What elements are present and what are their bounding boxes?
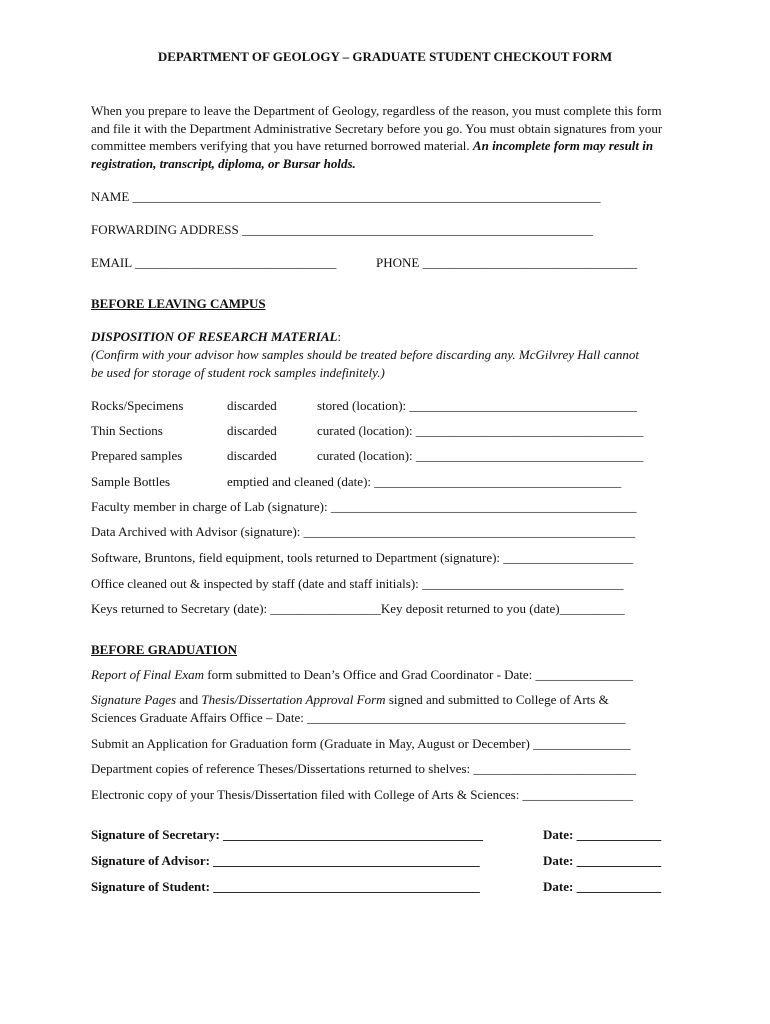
disposition-note-2: be used for storage of student rock samples indefinitely.)	[91, 365, 385, 380]
forwarding-address-field[interactable]: FORWARDING ADDRESS ______________________________________________________	[91, 222, 593, 237]
intro-text: When you prepare to leave the Department of Geology, regardless of the reason, you must complete this form and file it with the Department Administrative Secretary before you go. You must obtain signatures from your committee members verifying that you have returned borrowed material.	[91, 103, 663, 153]
keys-returned-field[interactable]: Keys returned to Secretary (date): _________________Key deposit returned to you (date)__________	[91, 601, 625, 616]
phone-field[interactable]: PHONE _________________________________	[376, 255, 638, 270]
material-label: Sample Bottles	[91, 474, 171, 489]
before-leaving-heading: BEFORE LEAVING CAMPUS	[91, 296, 266, 311]
final-exam-form-name: Report of Final Exam	[91, 667, 205, 682]
signature-pages-rest: signed and submitted to College of Arts &	[385, 692, 609, 707]
student-date-field[interactable]: Date: _____________	[543, 879, 662, 894]
software-returned-signature-field[interactable]: Software, Bruntons, field equipment, tools returned to Department (signature): ____________________	[91, 550, 634, 565]
advisor-date-field[interactable]: Date: _____________	[543, 853, 662, 868]
material-option-discarded[interactable]: discarded	[227, 448, 277, 463]
intro-paragraph	[91, 102, 681, 172]
student-signature-field[interactable]: Signature of Student: _________________________________________	[91, 879, 480, 894]
before-graduation-heading: BEFORE GRADUATION	[91, 642, 238, 657]
data-archived-signature-field[interactable]: Data Archived with Advisor (signature): ___________________________________________________	[91, 524, 636, 539]
disposition-colon: :	[337, 329, 342, 344]
material-option-discarded[interactable]: discarded	[227, 398, 277, 413]
email-field[interactable]: EMAIL _______________________________	[91, 255, 337, 270]
signature-pages-label: Signature Pages	[91, 692, 177, 707]
electronic-copy-field[interactable]: Electronic copy of your Thesis/Dissertation filed with College of Arts & Sciences: _________________	[91, 787, 634, 802]
dept-copies-field[interactable]: Department copies of reference Theses/Dissertations returned to shelves: _________________________	[91, 761, 636, 776]
material-label: Rocks/Specimens	[91, 398, 184, 413]
approval-form-label: Thesis/Dissertation Approval Form	[201, 692, 386, 707]
application-graduation-field[interactable]: Submit an Application for Graduation form (Graduate in May, August or December) _______________	[91, 736, 631, 751]
secretary-date-field[interactable]: Date: _____________	[543, 827, 662, 842]
final-exam-text: form submitted to Dean’s Office and Grad Coordinator - Date: _______________	[204, 667, 634, 682]
material-other-field[interactable]: curated (location): ___________________________________	[317, 448, 644, 463]
final-exam-field[interactable]	[91, 666, 633, 683]
form-title: DEPARTMENT OF GEOLOGY – GRADUATE STUDENT CHECKOUT FORM	[157, 49, 613, 64]
signature-pages-and: and	[176, 692, 202, 707]
faculty-lab-signature-field[interactable]: Faculty member in charge of Lab (signature): _______________________________________________	[91, 499, 637, 514]
advisor-signature-field[interactable]: Signature of Advisor: _________________________________________	[91, 853, 480, 868]
signature-pages-date-field[interactable]: Sciences Graduate Affairs Office – Date: _________________________________________________	[91, 710, 626, 725]
name-field[interactable]: NAME ________________________________________________________________________	[91, 189, 601, 204]
disposition-title-line	[91, 328, 341, 345]
material-option-discarded[interactable]: discarded	[227, 423, 277, 438]
material-other-field[interactable]: curated (location): ___________________________________	[317, 423, 644, 438]
material-other-field[interactable]: stored (location): ___________________________________	[317, 398, 637, 413]
secretary-signature-field[interactable]: Signature of Secretary: ________________________________________	[91, 827, 484, 842]
intro-warning: An incomplete form may result in registration, transcript, diploma, or Bursar holds.	[91, 138, 654, 171]
material-label: Thin Sections	[91, 423, 163, 438]
disposition-note-1: (Confirm with your advisor how samples should be treated before discarding any. McGilvrey Hall cannot	[91, 347, 639, 362]
office-cleaned-field[interactable]: Office cleaned out & inspected by staff (date and staff initials): _______________________________	[91, 576, 624, 591]
signature-pages-line-1	[91, 691, 609, 708]
disposition-title: DISPOSITION OF RESEARCH MATERIAL	[91, 329, 338, 344]
sample-bottles-field[interactable]: emptied and cleaned (date): ______________________________________	[227, 474, 622, 489]
material-label: Prepared samples	[91, 448, 183, 463]
